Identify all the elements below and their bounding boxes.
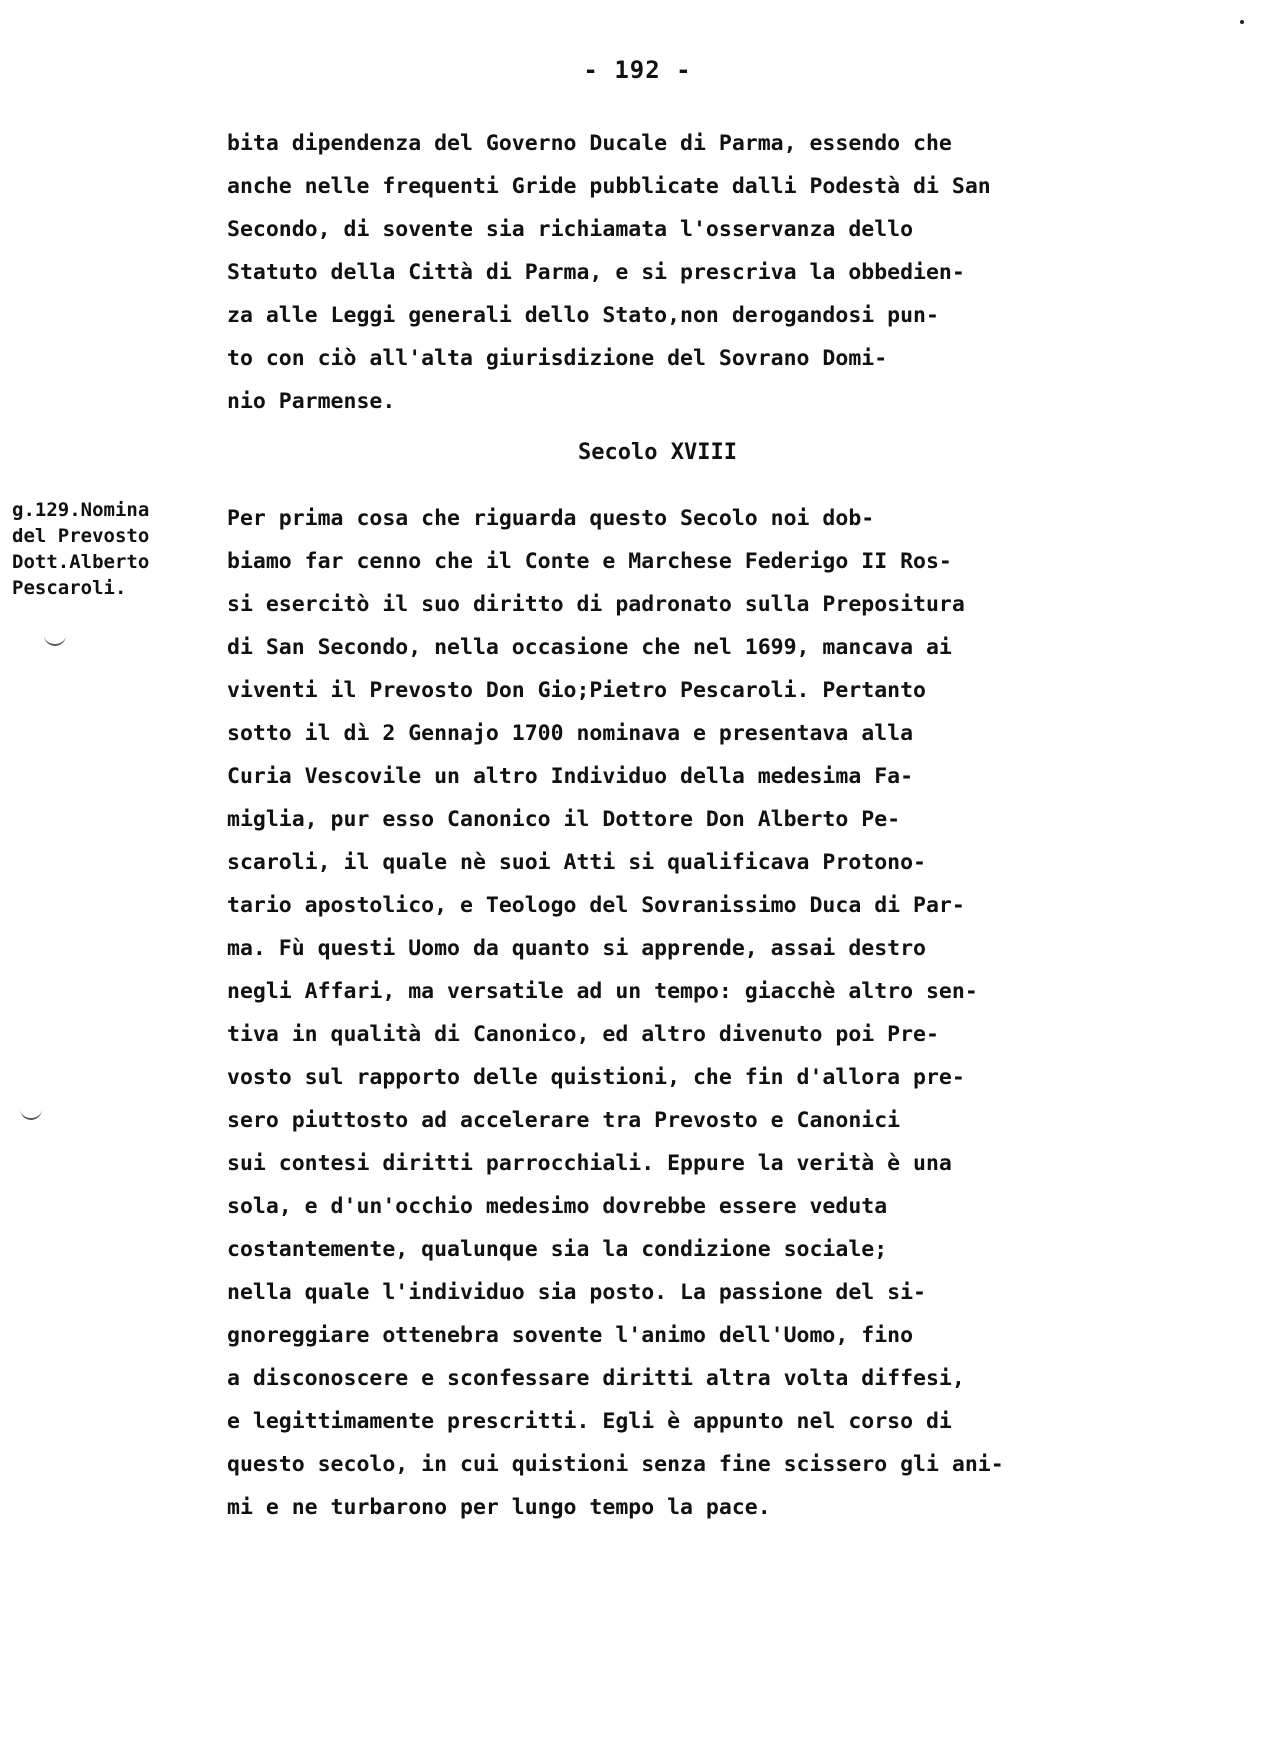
- text-line: sui contesi diritti parrocchiali. Eppure la verità è una: [227, 1151, 952, 1176]
- margin-note-line: del Prevosto: [12, 525, 150, 547]
- section-heading: Secolo XVIII: [578, 440, 737, 465]
- text-line: za alle Leggi generali dello Stato,non derogandosi pun-: [227, 303, 939, 328]
- text-line: ma. Fù questi Uomo da quanto si apprende, assai destro: [227, 936, 926, 961]
- text-line: sero piuttosto ad accelerare tra Prevosto e Canonici: [227, 1108, 901, 1133]
- text-line: to con ciò all'alta giurisdizione del Sovrano Domi-: [227, 346, 888, 371]
- text-line: Curia Vescovile un altro Individuo della medesima Fa-: [227, 764, 914, 789]
- text-line: di San Secondo, nella occasione che nel 1699, mancava ai: [227, 635, 952, 660]
- text-line: mi e ne turbarono per lungo tempo la pace.: [227, 1495, 771, 1520]
- page-number: - 192 -: [583, 56, 692, 84]
- text-line: gnoreggiare ottenebra sovente l'animo dell'Uomo, fino: [227, 1323, 914, 1348]
- text-line: nella quale l'individuo sia posto. La passione del si-: [227, 1280, 926, 1305]
- text-line: anche nelle frequenti Gride pubblicate dalli Podestà di San: [227, 174, 991, 199]
- text-line: sola, e d'un'occhio medesimo dovrebbe essere veduta: [227, 1194, 888, 1219]
- text-line: biamo far cenno che il Conte e Marchese Federigo II Ros-: [227, 549, 952, 574]
- text-line: sotto il dì 2 Gennajo 1700 nominava e presentava alla: [227, 721, 914, 746]
- margin-mark: [44, 634, 66, 646]
- text-line: scaroli, il quale nè suoi Atti si qualificava Protono-: [227, 850, 926, 875]
- text-line: Secondo, di sovente sia richiamata l'osservanza dello: [227, 217, 914, 242]
- text-line: costantemente, qualunque sia la condizione sociale;: [227, 1237, 888, 1262]
- text-line: bita dipendenza del Governo Ducale di Parma, essendo che: [227, 131, 952, 156]
- text-line: Statuto della Città di Parma, e si prescriva la obbedien-: [227, 260, 965, 285]
- text-line: nio Parmense.: [227, 389, 396, 414]
- text-line: questo secolo, in cui quistioni senza fine scissero gli ani-: [227, 1452, 1004, 1477]
- margin-note-line: g.129.Nomina: [12, 499, 150, 521]
- margin-note-line: Dott.Alberto: [12, 551, 150, 573]
- text-line: tiva in qualità di Canonico, ed altro divenuto poi Pre-: [227, 1022, 939, 1047]
- text-line: miglia, pur esso Canonico il Dottore Don Alberto Pe-: [227, 807, 901, 832]
- margin-note: [12, 497, 149, 601]
- text-line: tario apostolico, e Teologo del Sovranissimo Duca di Par-: [227, 893, 965, 918]
- text-line: vosto sul rapporto delle quistioni, che fin d'allora pre-: [227, 1065, 965, 1090]
- text-line: a disconoscere e sconfessare diritti altra volta diffesi,: [227, 1366, 965, 1391]
- body-paragraph: [227, 497, 1004, 1529]
- margin-mark: [20, 1108, 42, 1120]
- intro-paragraph: [227, 122, 991, 423]
- text-line: viventi il Prevosto Don Gio;Pietro Pescaroli. Pertanto: [227, 678, 926, 703]
- text-line: si esercitò il suo diritto di padronato sulla Prepositura: [227, 592, 965, 617]
- text-line: Per prima cosa che riguarda questo Secolo noi dob-: [227, 506, 875, 531]
- margin-note-line: Pescaroli.: [12, 577, 127, 599]
- scan-speck: [1240, 20, 1244, 24]
- text-line: negli Affari, ma versatile ad un tempo: giacchè altro sen-: [227, 979, 978, 1004]
- text-line: e legittimamente prescritti. Egli è appunto nel corso di: [227, 1409, 952, 1434]
